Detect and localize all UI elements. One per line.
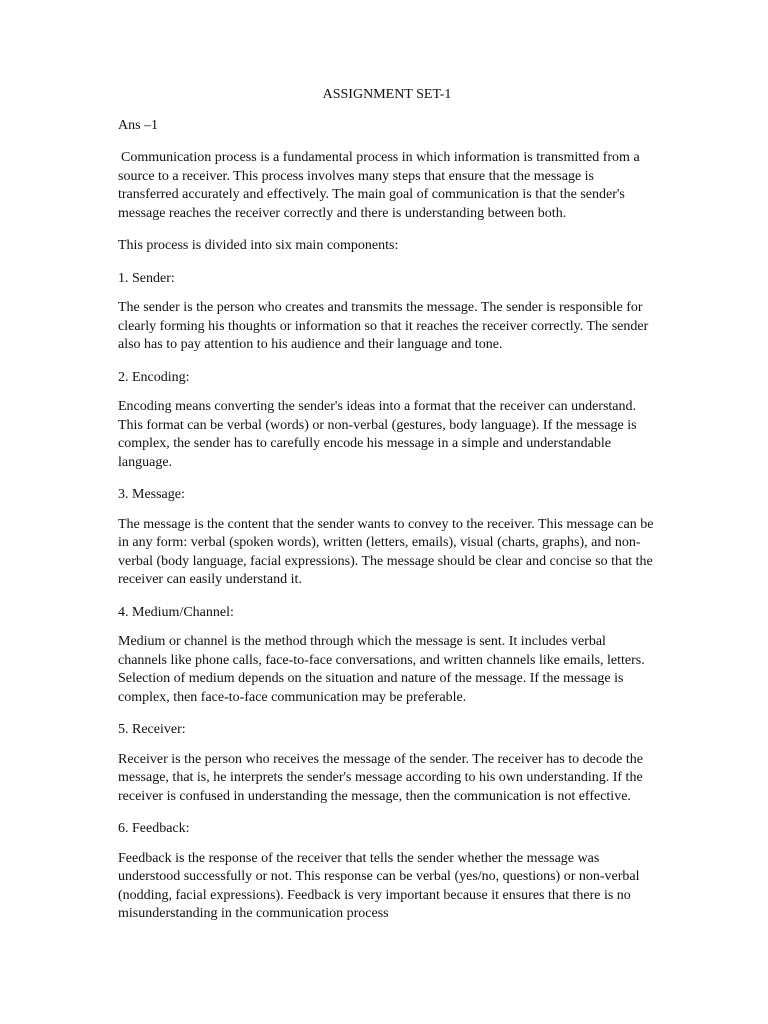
section-heading-feedback: 6. Feedback:	[118, 821, 190, 836]
section-body-encoding: Encoding means converting the sender's ideas into a format that the receiver can understand. This format can be verbal (words) or non-verbal (gestures, body language). If the message is complex, the sender has to carefully encode his message in a simple and understandable language.	[118, 399, 637, 470]
section-heading-receiver: 5. Receiver:	[118, 722, 186, 737]
section-body-receiver: Receiver is the person who receives the message of the sender. The receiver has to decode the message, that is, he interprets the sender's message according to his own understanding. If the receiver is confused in understanding the message, then the communication is not effective.	[118, 751, 643, 804]
section-heading-message: 3. Message:	[118, 487, 185, 502]
section-body-message: The message is the content that the sender wants to convey to the receiver. This message can be in any form: verbal (spoken words), written (letters, emails), visual (charts, graphs), and non-verbal (body language, facial expressions). The message should be clear and concise so that the receiver can easily understand it.	[118, 516, 654, 587]
document-title: ASSIGNMENT SET-1	[322, 87, 452, 102]
answer-label: Ans –1	[118, 117, 159, 133]
section-heading-sender: 1. Sender:	[118, 270, 175, 286]
section-body-feedback: Feedback is the response of the receiver that tells the sender whether the message was understood successfully or not. This response can be verbal (yes/no, questions) or non-verbal (nodding, facial expressions). Feedback is very important because it ensures that there is no misunderstanding in the communication process	[118, 850, 640, 921]
section-body-medium: Medium or channel is the method through which the message is sent. It includes verbal channels like phone calls, face-to-face conversations, and written channels like emails, letters. Selection of medium depends on the situation and nature of the message. If the message is complex, then face-to-face communication may be preferable.	[118, 634, 645, 705]
section-body-sender: The sender is the person who creates and transmits the message. The sender is responsible for clearly forming his thoughts or information so that it reaches the receiver correctly. The sender also has to pay attention to his audience and their language and tone.	[118, 300, 649, 352]
section-heading-encoding: 2. Encoding:	[118, 369, 190, 385]
components-intro: This process is divided into six main components:	[118, 238, 399, 253]
document-page	[118, 86, 654, 938]
section-heading-medium: 4. Medium/Channel:	[118, 604, 234, 620]
intro-paragraph: Communication process is a fundamental process in which information is transmitted from a source to a receiver. This process involves many steps that ensure that the message is transferred accurately and effectively. The main goal of communication is that the sender's message reaches the receiver correctly and there is understanding between both.	[118, 150, 640, 221]
